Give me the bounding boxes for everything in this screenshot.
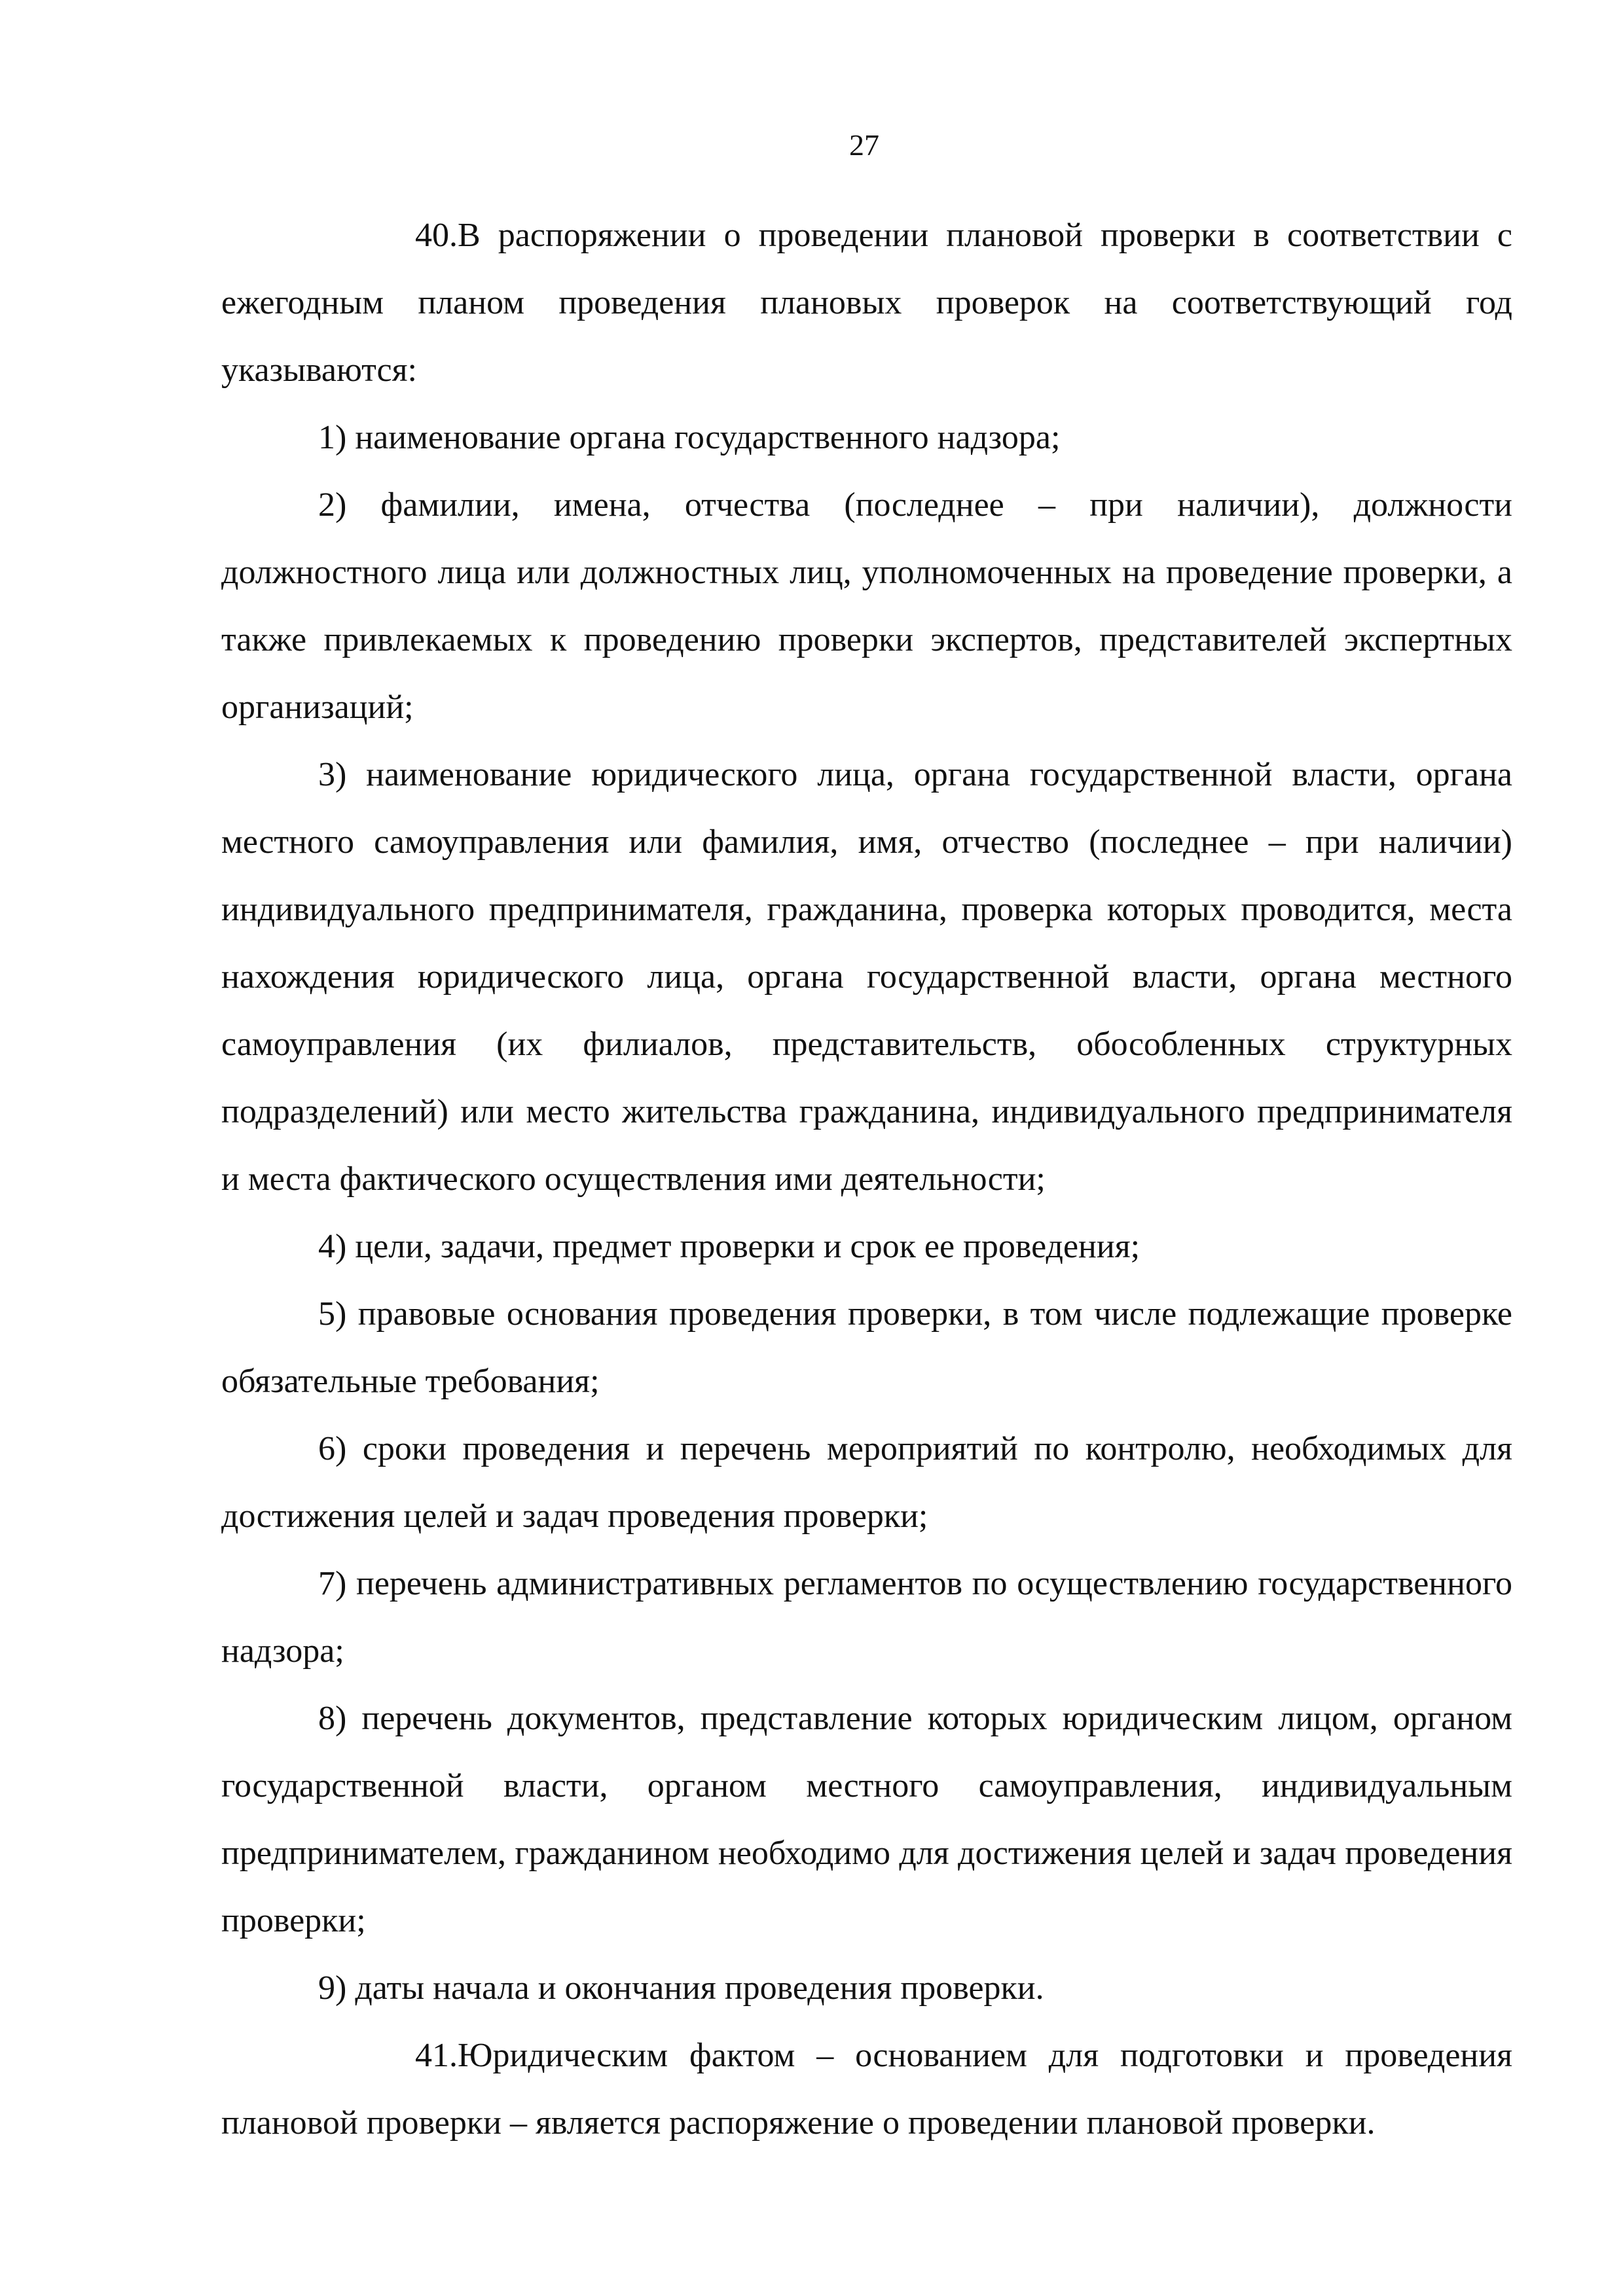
paragraph-text: 7) перечень административных регламентов по осуществлению государственного надзора; [221,1565,1512,1670]
paragraph-40 [221,202,1512,404]
paragraph-number: 40. [415,217,458,254]
paragraph-text: 4) цели, задачи, предмет проверки и срок ее проведения; [318,1228,1140,1265]
paragraph-text: Юридическим фактом – основанием для подготовки и проведения плановой проверки – является распоряжение о проведении плановой проверки. [221,2037,1512,2142]
paragraph-number: 41. [415,2037,458,2074]
paragraph-text: 1) наименование органа государственного надзора; [318,419,1061,456]
list-item-1 [221,404,1512,471]
list-item-5 [221,1280,1512,1415]
paragraph-text: 5) правовые основания проведения проверки, в том числе подлежащие проверке обязательные требования; [221,1295,1512,1400]
paragraph-text: В распоряжении о проведении плановой проверки в соответствии с ежегодным планом проведения плановых проверок на соответствующий год указываются: [221,217,1512,389]
paragraph-text: 3) наименование юридического лица, органа государственной власти, органа местного самоуправления или фамилия, имя, отчество (последнее – при наличии) индивидуального предпринимателя, гражданина, проверка которых проводится, места нахождения юридического лица, органа государственной власти, органа местного самоуправления (их филиалов, представительств, обособленных структурных подразделений) или место жительства гражданина, индивидуального предпринимателя и места фактического осуществления ими деятельности; [221,756,1512,1198]
list-item-6 [221,1415,1512,1550]
list-item-2 [221,471,1512,741]
paragraph-text: 2) фамилии, имена, отчества (последнее – при наличии), должности должностного лица или должностных лиц, уполномоченных на проведение проверки, а также привлекаемых к проведению проверки экспертов, представителей экспертных организаций; [221,486,1512,726]
paragraph-41 [221,2022,1512,2157]
document-body [221,202,1512,2157]
list-item-7 [221,1550,1512,1685]
list-item-3 [221,741,1512,1213]
page-number: 27 [849,128,879,162]
list-item-9 [221,1954,1512,2022]
paragraph-text: 9) даты начала и окончания проведения проверки. [318,1969,1044,2007]
list-item-8 [221,1685,1512,1954]
paragraph-text: 8) перечень документов, представление которых юридическим лицом, органом государственной власти, органом местного самоуправления, индивидуальным предпринимателем, гражданином необходимо для достижения целей и задач проведения проверки; [221,1700,1512,1939]
paragraph-text: 6) сроки проведения и перечень мероприятий по контролю, необходимых для достижения целей и задач проведения проверки; [221,1430,1512,1535]
list-item-4 [221,1213,1512,1280]
